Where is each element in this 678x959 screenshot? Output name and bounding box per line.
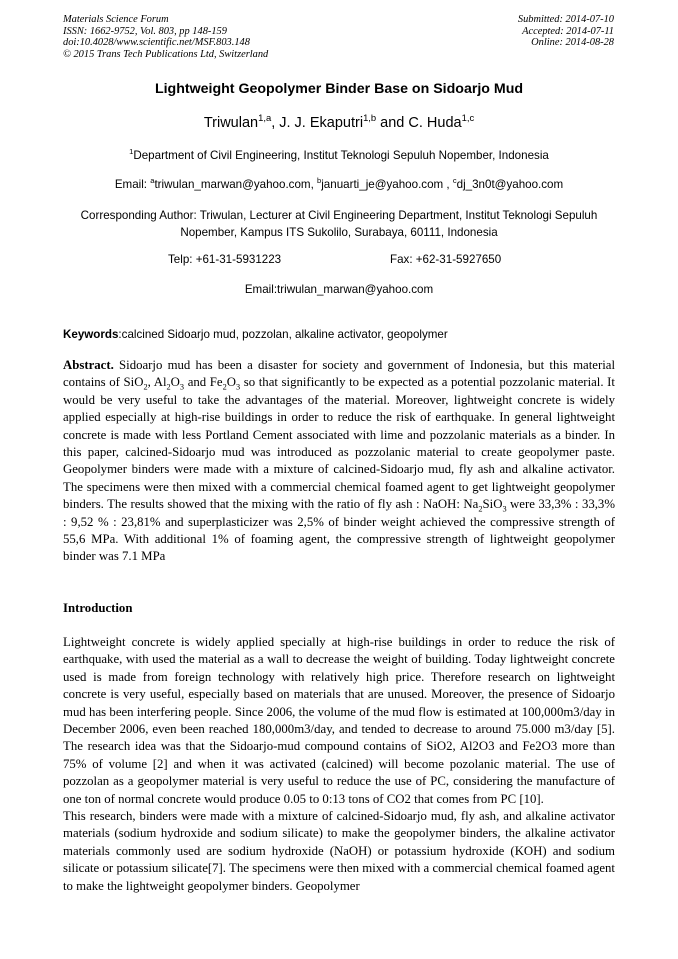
- abstract-text: O: [170, 375, 180, 390]
- author-name: J. J. Ekaputri: [279, 115, 364, 131]
- online-date: Online: 2014-08-28: [531, 37, 614, 49]
- subscript: 2: [143, 382, 148, 392]
- journal-info: [63, 14, 268, 60]
- telephone: Telp: +61-31-5931223: [168, 253, 282, 266]
- introduction-paragraph: Lightweight concrete is widely applied specially at high-rise buildings in order to reduce the risk of earthquake, with used the material as a wall to decrease the weight of building. Today lightweight concrete used is made from foreign technology with relatively high price. Therefore research on lightweight concrete is very useful, especially based on materials that are unused. Moreover, the presence of Sidoarjo mud has been interfering people. Since 2006, the volume of the mud flow is estimated at 100,000m3/day in December 2006, even been reached 180,000m3/day, and tended to decrease to around 75.000 m3/day [5]. The research idea was that the Sidoarjo-mud compound contains of SiO2, Al2O3 and Fe2O3 more than 75% of volume [2] and when it was activated (calcined) will become pozolanic material. The use of pozzolan as a geopolymer material is very useful to reduce the use of PC, considering the manufacture of one ton of normal concrete would produce 0.05 to 0:13 tons of CO2 that comes from PC [10].: [63, 635, 615, 806]
- journal-name: Materials Science Forum: [63, 14, 169, 25]
- email-link[interactable]: triwulan_marwan@yahoo.com,: [154, 178, 318, 191]
- keywords: [63, 328, 615, 341]
- doi: doi:10.4028/www.scientific.net/MSF.803.148: [63, 37, 250, 49]
- subscript: 3: [235, 382, 241, 392]
- subscript: 3: [502, 504, 507, 514]
- abstract-text: and Fe: [184, 375, 223, 390]
- email-mark: a: [150, 176, 155, 186]
- email-mark: c: [452, 176, 457, 186]
- affiliation-mark: 1: [129, 147, 134, 157]
- author-separator: and: [376, 115, 409, 131]
- subscript: 2: [166, 382, 171, 392]
- issn-volume: ISSN: 1662-9752, Vol. 803, pp 148-159: [63, 25, 227, 37]
- author-separator: ,: [271, 115, 280, 131]
- keywords-label: Keywords: [63, 328, 119, 341]
- subscript: 3: [179, 382, 185, 392]
- author-list: [63, 112, 615, 131]
- abstract-text: , Al: [147, 375, 167, 390]
- author-emails: [63, 178, 615, 191]
- abstract-text: O: [226, 375, 236, 390]
- email-link[interactable]: dj_3n0t@yahoo.com: [456, 178, 564, 191]
- abstract-text: were 33,3% : 33,3% : 9,52 % : 23,81% and superplasticizer was 2,5% of binder weight achieved the compressive strength of 55,6 MPa. With additional 1% of foaming agent, the compressive strength of lightweight geopolymer binder was 7.1 MPa: [63, 497, 615, 564]
- publication-dates: [518, 14, 614, 49]
- author-name: C. Huda: [408, 115, 462, 131]
- introduction-paragraph: This research, binders were made with a mixture of calcined-Sidoarjo mud, fly ash, and alkaline activator materials (sodium hydroxide and sodium silicate) to make the geopolymer binders, the alkaline activator materials commonly used are sodium hydroxide (NaOH) or potassium hydroxide (KOH) and sodium silicate or potassium silicate[7]. The specimens were then mixed with a commercial chemical foamed agent to make the lightweight geopolymer binders. Geopolymer: [63, 809, 615, 893]
- submitted-date: Submitted: 2014-07-10: [517, 14, 614, 25]
- abstract-text: Sidoarjo mud has been a disaster for society and government of Indonesia, but this material contains of SiO: [63, 358, 615, 390]
- paper-title: Lightweight Geopolymer Binder Base on Sidoarjo Mud: [154, 81, 524, 97]
- section-heading-introduction: Introduction: [63, 601, 133, 615]
- fax: Fax: +62-31-5927650: [390, 253, 502, 266]
- abstract-label: Abstract.: [63, 358, 114, 372]
- copyright: © 2015 Trans Tech Publications Ltd, Switzerland: [63, 48, 269, 60]
- email-label: Email:: [114, 178, 151, 191]
- abstract-text: SiO: [482, 497, 503, 512]
- author-name: Triwulan: [203, 115, 259, 131]
- author-affil-mark: 1,b: [363, 112, 377, 124]
- accepted-date: Accepted: 2014-07-11: [522, 25, 614, 37]
- contact-email[interactable]: Email:triwulan_marwan@yahoo.com: [244, 283, 434, 296]
- abstract: [63, 357, 615, 566]
- affiliation-text: Department of Civil Engineering, Institut Teknologi Sepuluh Nopember, Indonesia: [133, 149, 549, 162]
- author-affil-mark: 1,a: [258, 112, 272, 124]
- subscript: 2: [222, 382, 227, 392]
- author-affil-mark: 1,c: [461, 112, 475, 124]
- keywords-text: :calcined Sidoarjo mud, pozzolan, alkaline activator, geopolymer: [118, 328, 448, 341]
- corresponding-author: Corresponding Author: Triwulan, Lecturer at Civil Engineering Department, Institut Teknologi Sepuluh Nopember, Kampus ITS Sukolilo, Surabaya, 60111, Indonesia: [80, 209, 598, 239]
- affiliation: [63, 149, 615, 162]
- email-link[interactable]: januarti_je@yahoo.com ,: [321, 178, 453, 191]
- email-mark: b: [317, 176, 322, 186]
- subscript: 2: [478, 504, 483, 514]
- abstract-text: so that significantly to be expected as a potential pozzolanic material. It would be very useful to take the advantages of the material. Moreover, lightweight concrete is widely applied especially at high-rise buildings in order to reduce the risk of earthquake. In general lightweight concrete is made with less Portland Cement associated with lime and pozzolanic materials as a binder. In this paper, calcined-Sidoarjo mud was introduced as pozzolanic material to create geopolymer paste. Geopolymer binders were made with a mixture of calcined-Sidoarjo mud, fly ash and alkaline activator. The specimens were then mixed with a commercial chemical foamed agent to get lightweight geopolymer binders. The results showed that the mixing with the ratio of fly ash : NaOH: Na: [63, 375, 615, 512]
